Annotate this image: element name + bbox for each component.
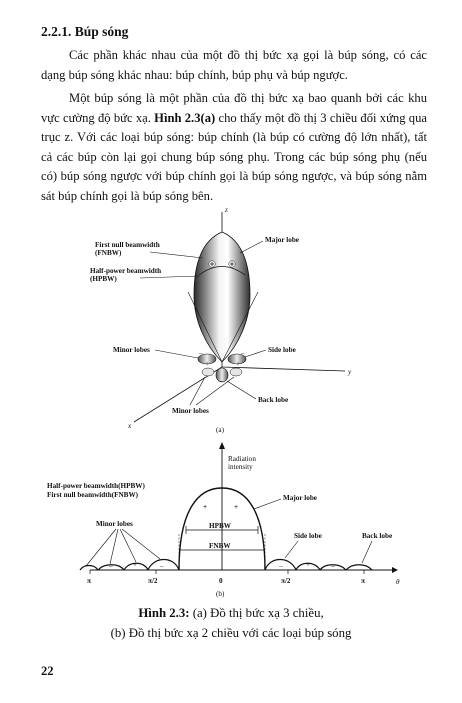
back-lobe-curve-right <box>346 565 372 570</box>
tick-left-half-pi: π/2 <box>148 577 158 585</box>
figure-a-sublabel: (a) <box>216 426 224 434</box>
plus-sign: + <box>236 360 241 368</box>
plus-sign: + <box>203 503 208 511</box>
back-lobe-label: Back lobe <box>258 396 289 404</box>
hpbw-label-line2: (HPBW) <box>90 275 117 283</box>
back-lobe-b-leader <box>362 541 372 563</box>
major-lobe-b-leader <box>254 499 281 509</box>
minor-lobes-bottom-leader <box>196 377 234 405</box>
minus-sign: – <box>160 562 164 570</box>
side-lobe-label: Side lobe <box>268 346 296 354</box>
minor-lobes-leader <box>122 529 160 559</box>
caption-text-1: (a) Đồ thị bức xạ 3 chiều, <box>189 606 324 620</box>
plus-sign: + <box>205 360 210 368</box>
figure-a-3d-pattern <box>90 206 352 434</box>
intensity-axis-label-line2: intensity <box>228 463 253 471</box>
paragraph-2-text-before: Một búp sóng là một phần của đồ thị bức xạ bao quanh bởi các khu vực cường độ bức xạ. <box>41 91 427 125</box>
figure-caption-line2: (b) Đồ thị bức xạ 2 chiều với các loại búp sóng <box>110 626 352 640</box>
major-lobe-leader <box>240 241 263 253</box>
minus-sign: – <box>109 562 113 570</box>
tick-right-half-pi: π/2 <box>281 577 291 585</box>
side-lobe-leader <box>245 350 266 357</box>
section-heading: 2.2.1. Búp sóng <box>41 24 129 39</box>
minus-sign: – <box>331 562 335 570</box>
x-axis-label: x <box>128 422 132 430</box>
minor-lobes-leader <box>110 529 118 564</box>
paragraph-1: Các phần khác nhau của một đồ thị bức xạ gọi là búp sóng, có các dạng búp sóng khác nhau: búp chính, búp phụ và búp ngược. <box>41 48 427 82</box>
paragraph-2-text-after: cho thấy một đồ thị 3 chiều đối xứng qua trục z. Với các loại búp sóng: búp chính (là búp có cường độ lớn nhất), tất cả các búp còn lại gọi chung búp sóng phụ. Trong các búp sóng phụ (nếu có) búp sóng ngược với búp chính gọi là búp sóng ngược, và búp sóng nằm sát búp chính gọi là búp sóng bên. <box>41 110 427 203</box>
hpbw-label-line1: Half-power beamwidth <box>90 267 162 275</box>
back-lobe-b-label: Back lobe <box>362 532 393 540</box>
minor-lobes-b-label: Minor lobes <box>96 520 133 528</box>
caption-label: Hình 2.3: <box>138 606 190 620</box>
plus-sign: + <box>234 503 239 511</box>
hpbw-leader <box>140 276 199 278</box>
hpbw-tag: HPBW <box>209 522 231 530</box>
y-axis-label: y <box>348 368 352 376</box>
fnbw-label-line2: (FNBW) <box>95 249 122 257</box>
figure-b-2d-pattern <box>47 442 400 598</box>
fnbw-tag: FNBW <box>209 542 231 550</box>
minor-lobe-bottom-right <box>230 368 242 376</box>
plus-sign: + <box>133 561 138 569</box>
minor-lobes-left-label: Minor lobes <box>113 346 150 354</box>
back-lobe-leader <box>227 381 256 399</box>
z-axis-label: z <box>225 206 228 214</box>
tick-left-pi: π <box>87 577 91 585</box>
fnbw-leader <box>150 252 203 258</box>
intensity-axis-label-line1: Radiation <box>228 455 256 463</box>
minor-lobes-leader <box>86 529 116 566</box>
minor-lobes-bottom-label: Minor lobes <box>172 407 209 415</box>
minus-sign: – <box>219 377 223 385</box>
figure-reference: Hình 2.3(a) <box>154 110 216 125</box>
minor-lobes-bottom-leader <box>190 377 205 405</box>
tick-right-pi: π <box>361 577 365 585</box>
plus-sign: + <box>306 561 311 569</box>
fnbw-legend: First null beamwidth(FNBW) <box>47 491 139 499</box>
side-lobe-b-leader <box>285 541 298 558</box>
minor-lobes-left-leader <box>155 350 198 358</box>
minor-lobe-bottom-left <box>202 368 214 376</box>
hpbw-legend: Half-power beamwidth(HPBW) <box>47 482 145 490</box>
major-lobe-b-label: Major lobe <box>283 494 318 502</box>
minus-sign: – <box>199 349 203 357</box>
minus-sign: – <box>279 562 283 570</box>
major-lobe-label: Major lobe <box>265 236 300 244</box>
minus-sign: – <box>241 349 245 357</box>
page-number: 22 <box>41 664 54 678</box>
tick-zero: 0 <box>219 577 223 585</box>
figure-caption-line1 <box>0 606 462 621</box>
fnbw-label-line1: First null beamwidth <box>95 241 160 249</box>
back-lobe-curve-left <box>80 566 98 571</box>
major-lobe-shape <box>194 232 250 362</box>
intensity-axis-arrow <box>219 442 225 449</box>
figure-b-sublabel: (b) <box>216 590 225 598</box>
theta-axis-arrow <box>392 567 398 573</box>
side-lobe-b-label: Side lobe <box>294 532 322 540</box>
theta-axis-label: θ <box>396 578 400 586</box>
